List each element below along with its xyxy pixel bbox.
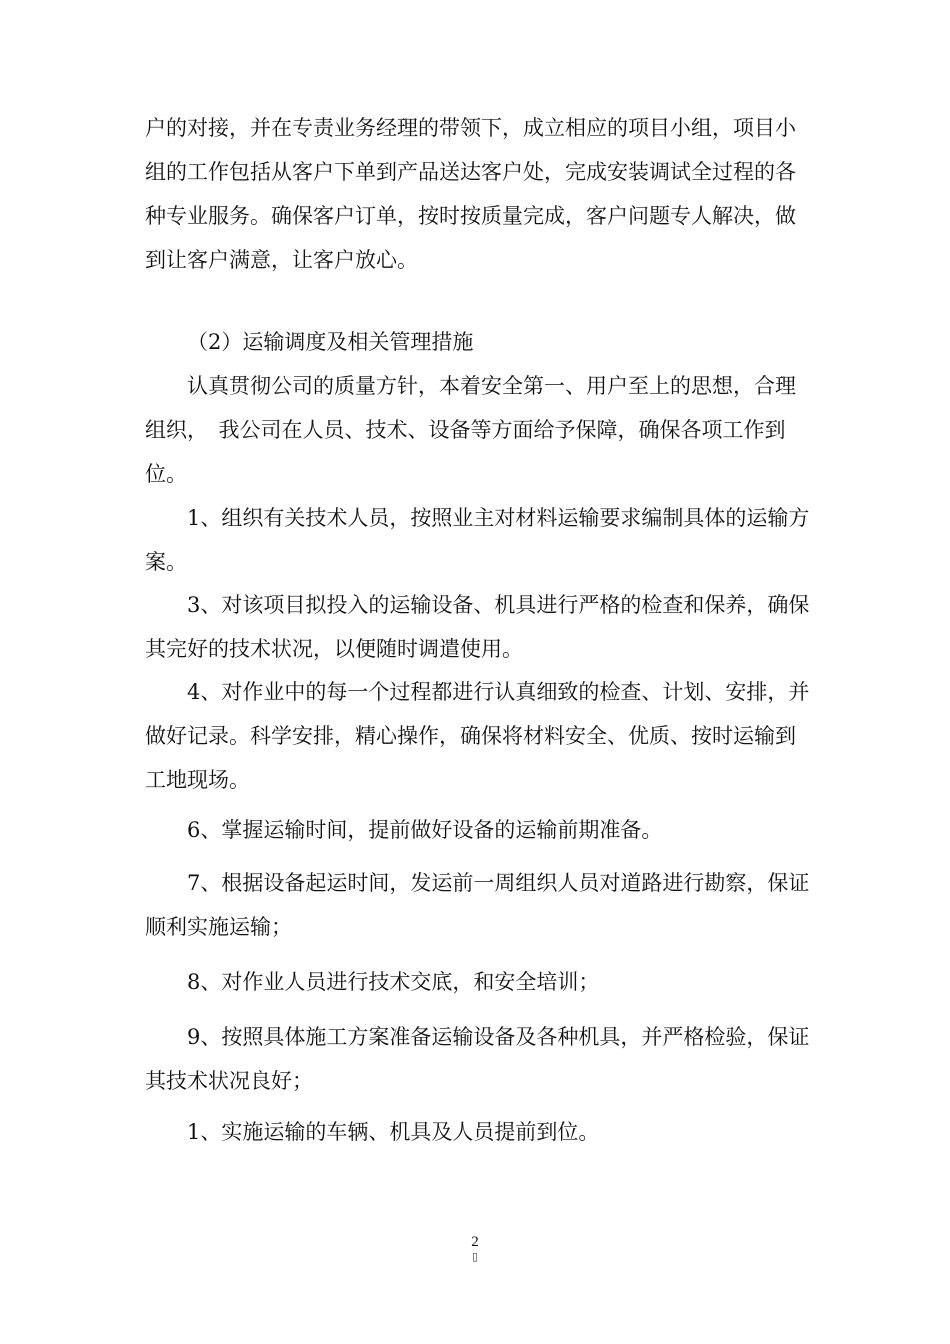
list-item-1-repeat: 1、实施运输的车辆、机具及人员提前到位。 [187, 1120, 600, 1144]
page-number: 2 [471, 1234, 479, 1250]
list-item-8: 8、对作业人员进行技术交底，和安全培训； [187, 970, 600, 994]
list-item-4: 4、对作业中的每一个过程都进行认真细致的检查、计划、安排，并做好记录。科学安排，精心操作，确保将材料安全、优质、按时运输到工地现场。 [145, 680, 810, 792]
section-heading: （2）运输调度及相关管理措施 [187, 330, 474, 354]
paragraph-intro-continuation: 户的对接，并在专责业务经理的带领下，成立相应的项目小组，项目小组的工作包括从客户下单到产品送达客户处，完成安装调试全过程的各种专业服务。确保客户订单，按时按质量完成，客户问题专人解决，做到让客户满意，让客户放心。 [145, 116, 796, 272]
list-item-9: 9、按照具体施工方案准备运输设备及各种机具，并严格检验，保证其技术状况良好； [145, 1025, 810, 1093]
page-break-marker-icon: ▯ [471, 1250, 479, 1263]
paragraph-quality-policy: 认真贯彻公司的质量方针，本着安全第一、用户至上的思想，合理组织， 我公司在人员、技术、设备等方面给予保障，确保各项工作到位。 [145, 374, 796, 486]
list-item-1: 1、组织有关技术人员，按照业主对材料运输要求编制具体的运输方案。 [145, 506, 810, 574]
list-item-7: 7、根据设备起运时间，发运前一周组织人员对道路进行勘察，保证顺利实施运输； [145, 871, 810, 939]
list-item-3: 3、对该项目拟投入的运输设备、机具进行严格的检查和保养，确保其完好的技术状况，以便随时调遣使用。 [145, 593, 810, 661]
list-item-6: 6、掌握运输时间，提前做好设备的运输前期准备。 [187, 818, 663, 842]
